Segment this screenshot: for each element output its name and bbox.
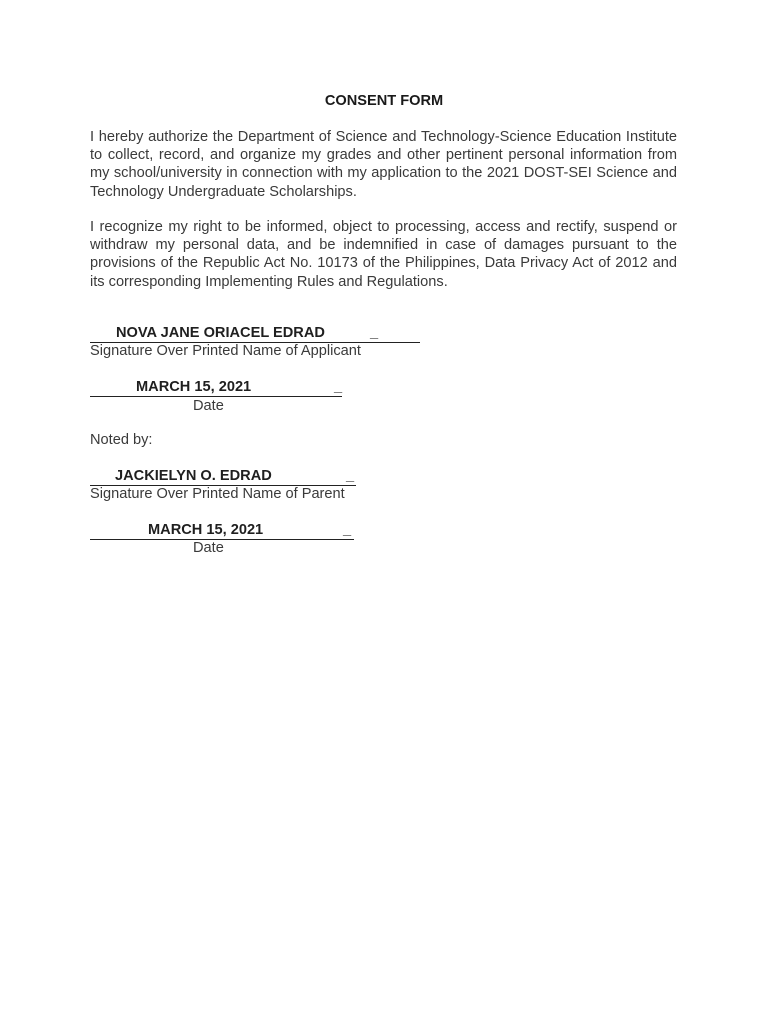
parent-date-caption: Date <box>193 540 224 556</box>
applicant-name: NOVA JANE ORIACEL EDRAD <box>116 325 325 341</box>
document-title: CONSENT FORM <box>324 93 444 109</box>
applicant-date-line <box>90 379 342 397</box>
parent-signature-line <box>90 468 356 486</box>
noted-by-label: Noted by: <box>90 432 153 448</box>
authorization-paragraph: I hereby authorize the Department of Science and Technology-Science Education Institute to collect, record, and organize my grades and other pertinent personal information from my school/university in connection with my application to the 2021 DOST-SEI Science and Technology Undergraduate Scholarships. <box>90 129 677 200</box>
parent-date-mark: _ <box>343 522 352 538</box>
applicant-line-mark: _ <box>370 325 379 341</box>
applicant-signature-line <box>90 325 420 343</box>
applicant-date-caption: Date <box>193 398 224 414</box>
parent-name: JACKIELYN O. EDRAD <box>115 468 272 484</box>
parent-date-value: MARCH 15, 2021 <box>148 522 264 538</box>
applicant-date-mark: _ <box>334 379 343 395</box>
parent-signature-caption: Signature Over Printed Name of Parent <box>90 486 345 502</box>
rights-paragraph: I recognize my right to be informed, object to processing, access and rectify, suspend or withdraw my personal data, and be indemnified in case of damages pursuant to the provisions of the Republic Act No. 10173 of the Philippines, Data Privacy Act of 2012 and its corresponding Implementing Rules and Regulations. <box>90 219 677 290</box>
applicant-date-value: MARCH 15, 2021 <box>136 379 252 395</box>
applicant-signature-caption: Signature Over Printed Name of Applicant <box>90 343 361 359</box>
parent-line-mark: _ <box>346 468 355 484</box>
parent-date-line <box>90 522 354 540</box>
